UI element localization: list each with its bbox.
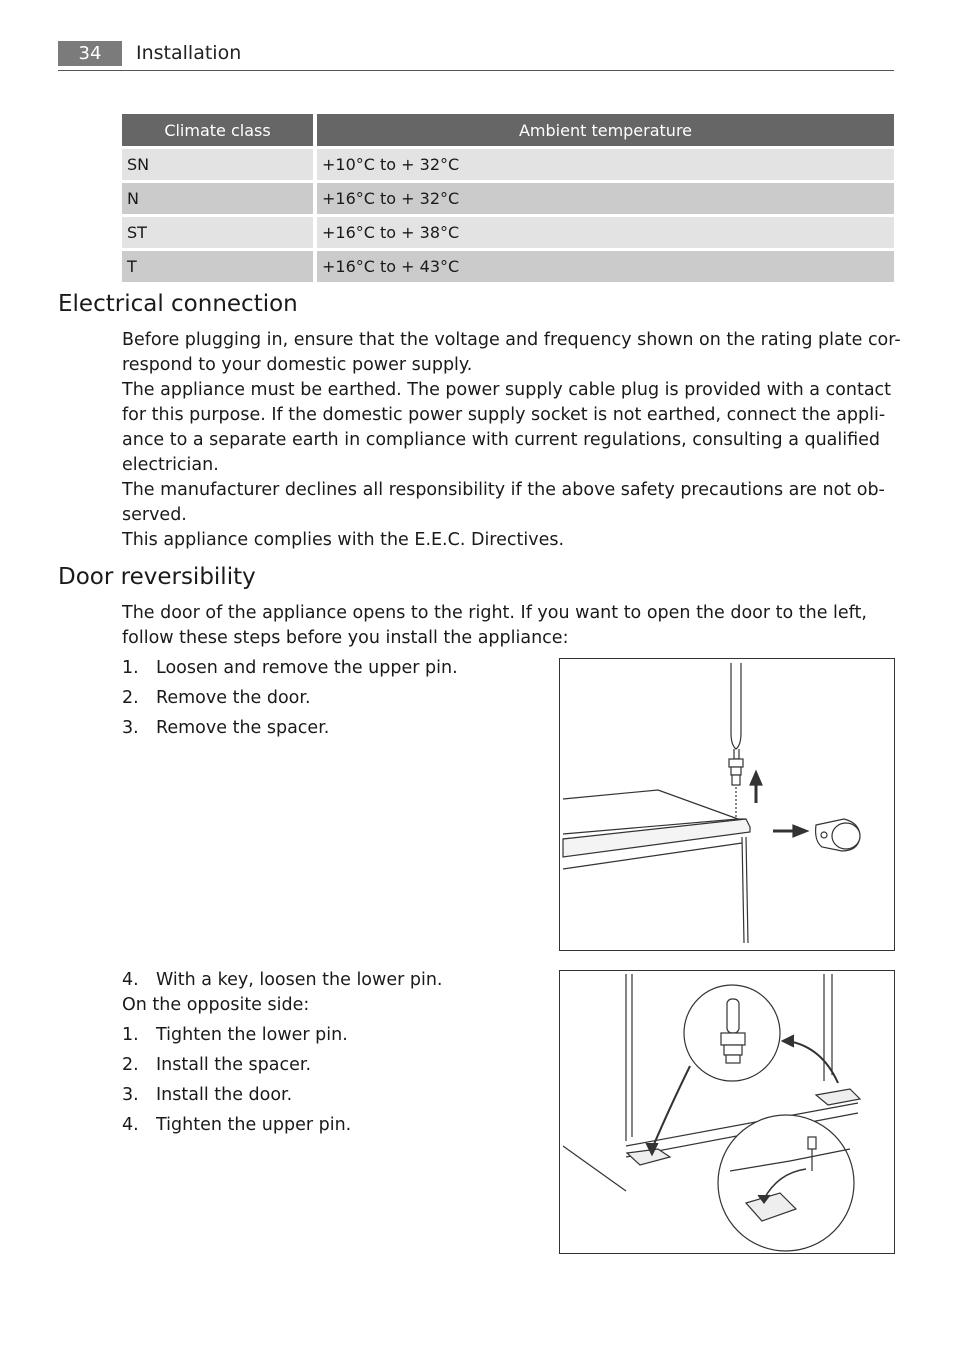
climate-class-cell: ST <box>122 217 317 248</box>
list-item: 4. With a key, loosen the lower pin. <box>122 970 443 990</box>
paragraph: This appliance complies with the E.E.C. Directives. <box>122 530 565 550</box>
table-row <box>122 149 894 180</box>
temperature-cell: +16°C to + 38°C <box>317 217 894 248</box>
column-header-climate-class: Climate class <box>122 114 317 146</box>
hinge-detail-icon <box>718 1115 854 1251</box>
door-intro: The door of the appliance opens to the right. If you want to open the door to the left, follow these steps before you install the appliance: <box>122 603 867 648</box>
paragraph: Before plugging in, ensure that the voltage and frequency shown on the rating plate cor-respond to your domestic power supply. <box>122 330 901 375</box>
list-item: 2. Remove the door. <box>122 688 311 708</box>
temperature-cell: +16°C to + 43°C <box>317 251 894 282</box>
list-item: 1. Loosen and remove the upper pin. <box>122 658 458 678</box>
screwdriver-icon <box>729 663 743 819</box>
table-header-row <box>122 114 894 146</box>
climate-class-cell: T <box>122 251 317 282</box>
arrow-right-icon <box>773 825 808 837</box>
lower-pin-illustration <box>559 970 895 1254</box>
removal-steps-list <box>122 658 458 748</box>
installation-steps-list <box>122 1025 351 1145</box>
climate-class-cell: SN <box>122 149 317 180</box>
temperature-cell: +16°C to + 32°C <box>317 183 894 214</box>
paragraph: The manufacturer declines all responsibility if the above safety precautions are not ob-served. <box>122 480 885 525</box>
column-header-ambient-temperature: Ambient temperature <box>317 114 894 146</box>
table-row <box>122 183 894 214</box>
opposite-side-label: On the opposite side: <box>122 995 310 1015</box>
curved-arrow-icon <box>782 1035 838 1083</box>
electrical-connection-heading: Electrical connection <box>58 291 298 317</box>
pin-detail-icon <box>684 985 780 1081</box>
page-header <box>58 40 894 71</box>
electrical-connection-body <box>122 328 902 553</box>
hinge-icon <box>627 1149 670 1165</box>
door-reversibility-heading: Door reversibility <box>58 564 256 590</box>
list-item: 4. Tighten the upper pin. <box>122 1115 352 1135</box>
climate-class-cell: N <box>122 183 317 214</box>
table-row <box>122 251 894 282</box>
table-row <box>122 217 894 248</box>
paragraph: The appliance must be earthed. The power supply cable plug is provided with a contact for this purpose. If the domestic power supply socket is not earthed, connect the appli-ance to a separate earth in compliance with current regulations, consulting a qualified electrician. <box>122 380 892 475</box>
list-item: 3. Install the door. <box>122 1085 293 1105</box>
hinge-icon <box>816 1089 860 1105</box>
upper-pin-illustration <box>559 658 895 951</box>
temperature-cell: +10°C to + 32°C <box>317 149 894 180</box>
climate-class-table <box>122 111 894 285</box>
list-item: 2. Install the spacer. <box>122 1055 312 1075</box>
page-number: 34 <box>58 41 122 66</box>
arrow-up-icon <box>750 771 762 803</box>
spacer-part-icon <box>816 819 860 851</box>
section-title: Installation <box>136 42 242 64</box>
list-item: 1. Tighten the lower pin. <box>122 1025 348 1045</box>
list-item: 3. Remove the spacer. <box>122 718 330 738</box>
